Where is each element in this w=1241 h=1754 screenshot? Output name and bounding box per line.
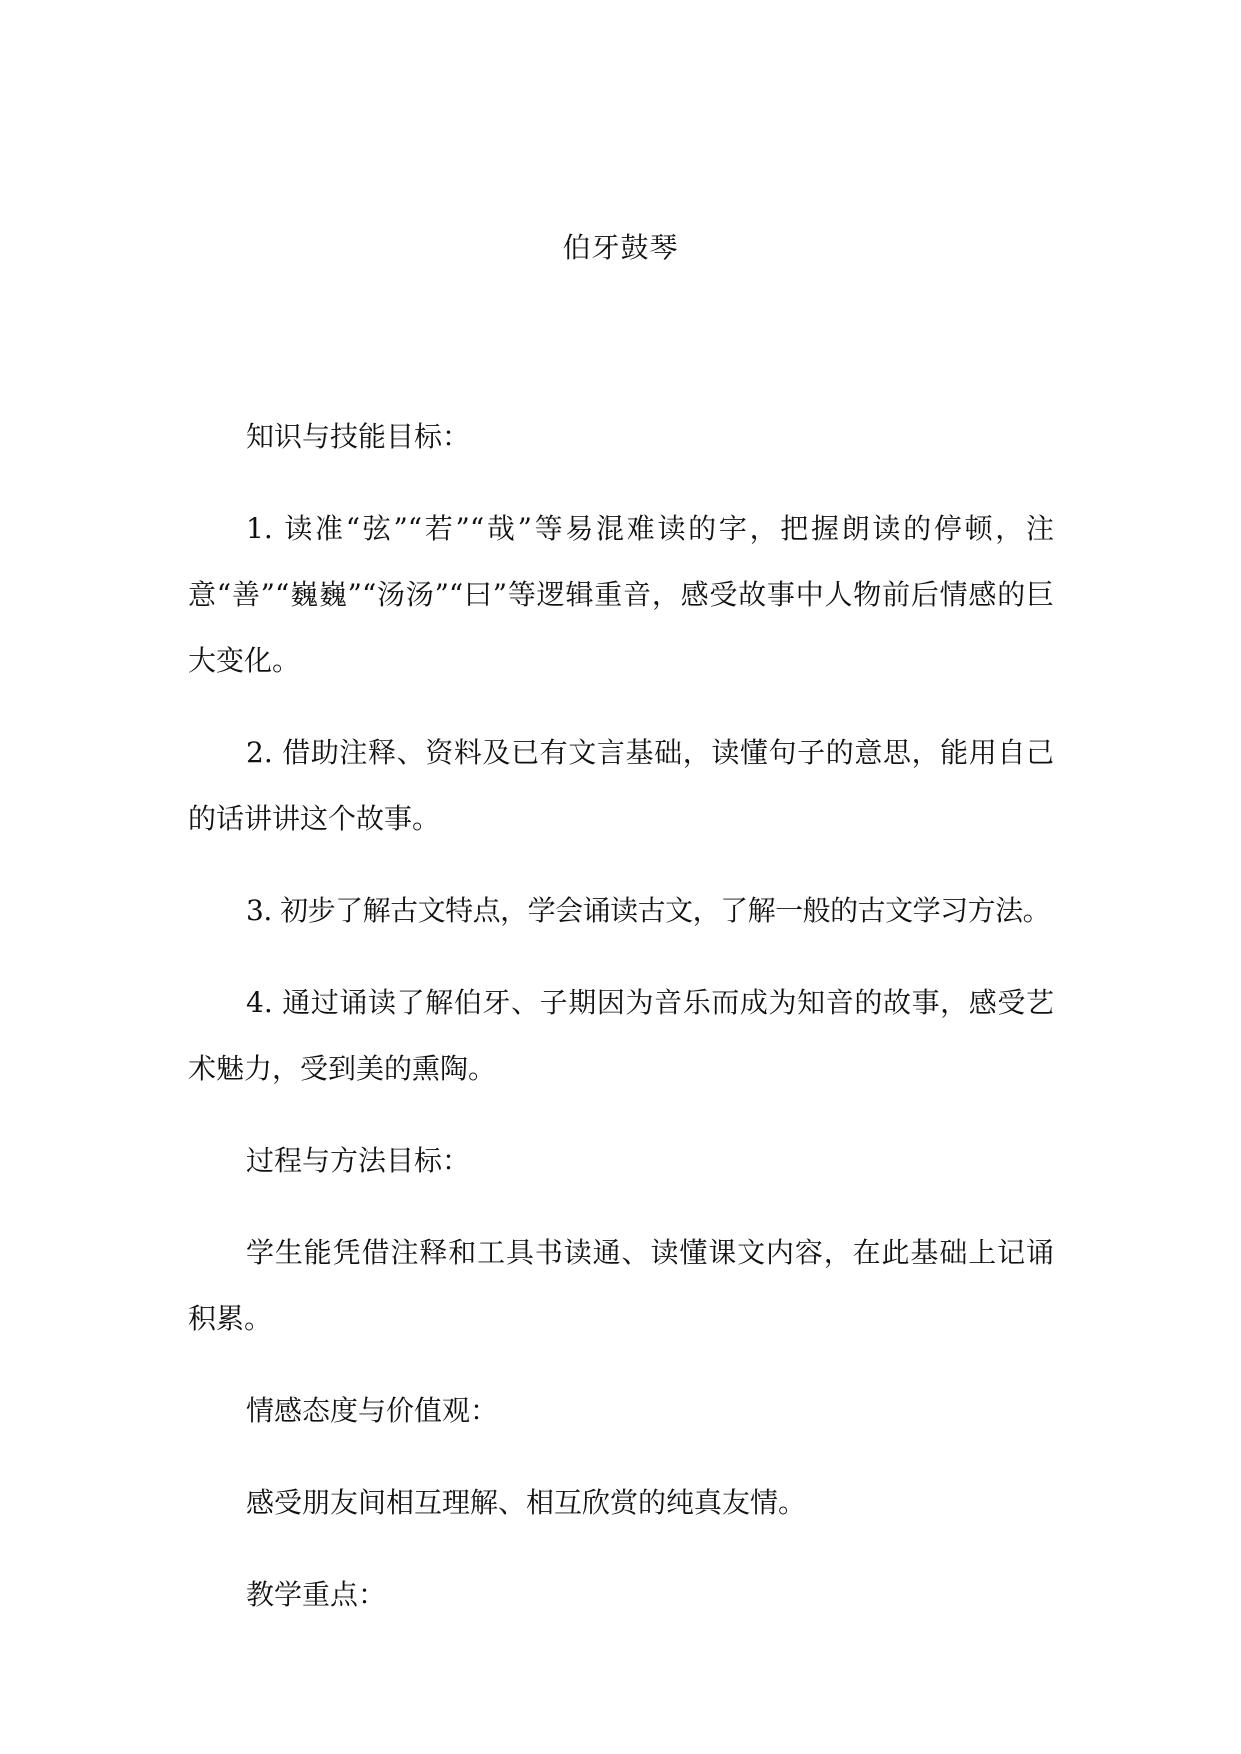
emotion-values-text: 感受朋友间相互理解、相互欣赏的纯真友情。 bbox=[246, 1486, 807, 1519]
objective-item-3: 3. 初步了解古文特点，学会诵读古文，了解一般的古文学习方法。 bbox=[246, 894, 1051, 927]
section-heading-knowledge-skills: 知识与技能目标： bbox=[246, 420, 471, 453]
document-title: 伯牙鼓琴 bbox=[562, 231, 679, 264]
section-heading-process-method: 过程与方法目标： bbox=[246, 1144, 471, 1177]
section-heading-teaching-focus: 教学重点： bbox=[246, 1578, 387, 1611]
section-heading-emotion-values: 情感态度与价值观： bbox=[246, 1394, 499, 1427]
objective-item-2: 2. 借助注释、资料及已有文言基础，读懂句子的意思，能用自己的话讲讲这个故事。 bbox=[188, 736, 1054, 835]
process-method-text: 学生能凭借注释和工具书读通、读懂课文内容，在此基础上记诵积累。 bbox=[188, 1236, 1054, 1335]
document-body bbox=[188, 404, 1054, 1654]
objective-item-1: 1. 读准“弦”“若”“哉”等易混难读的字，把握朗读的停顿，注意“善”“巍巍”“汤汤”“曰”等逻辑重音，感受故事中人物前后情感的巨大变化。 bbox=[188, 512, 1054, 677]
objective-item-4: 4. 通过诵读了解伯牙、子期因为音乐而成为知音的故事，感受艺术魅力，受到美的熏陶。 bbox=[188, 986, 1054, 1085]
